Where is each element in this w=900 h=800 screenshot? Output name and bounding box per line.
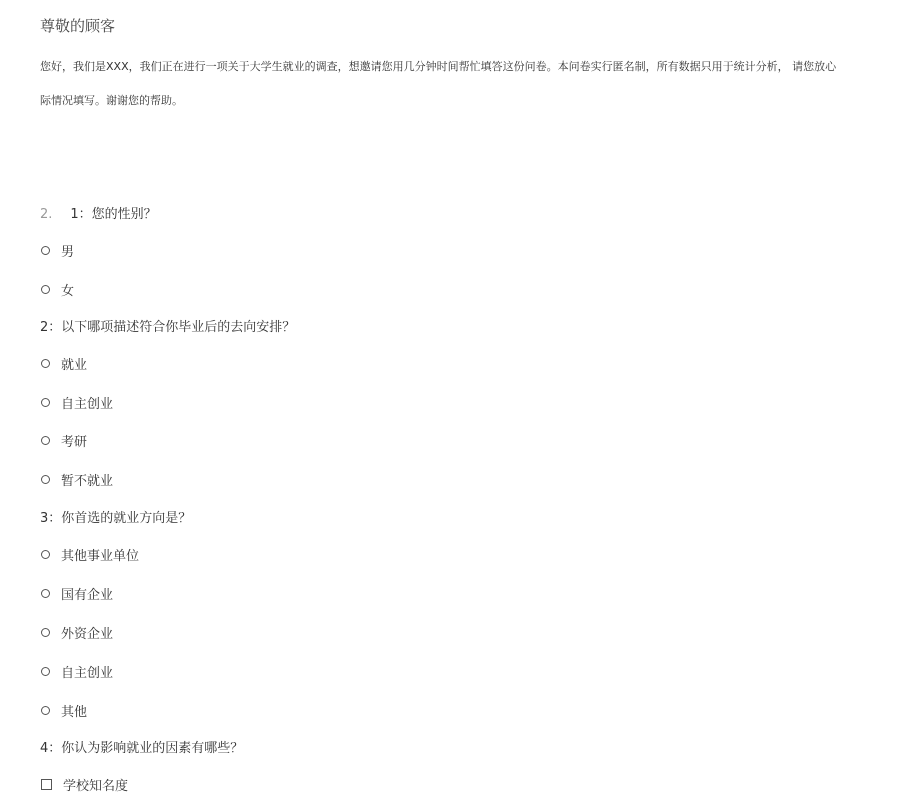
question-number: 2. (40, 207, 53, 222)
radio-button-icon[interactable] (41, 398, 50, 407)
option-label: 国有企业 (61, 587, 114, 603)
radio-button-icon[interactable] (41, 628, 50, 637)
option-label: 女 (61, 283, 75, 299)
radio-button-icon[interactable] (41, 550, 50, 559)
question-4-title: 4：你认为影响就业的因素有哪些？ (40, 741, 244, 756)
radio-button-icon[interactable] (41, 436, 50, 445)
option-label: 就业 (61, 357, 88, 373)
option-label: 考研 (61, 434, 88, 450)
checkbox-icon[interactable] (41, 779, 52, 790)
option-label: 自主创业 (61, 665, 114, 681)
option-female[interactable] (41, 279, 74, 299)
option-label: 外资企业 (61, 626, 114, 642)
option-not-employed[interactable] (41, 469, 113, 489)
option-male[interactable] (41, 240, 74, 260)
radio-button-icon[interactable] (41, 359, 50, 368)
option-label: 自主创业 (61, 396, 114, 412)
option-label: 学校知名度 (63, 778, 129, 794)
radio-button-icon[interactable] (41, 667, 50, 676)
option-label: 其他事业单位 (61, 548, 140, 564)
option-school-reputation[interactable] (41, 774, 128, 794)
radio-button-icon[interactable] (41, 475, 50, 484)
radio-button-icon[interactable] (41, 589, 50, 598)
intro-text-line-2: 际情况填写。谢谢您的帮助。 (40, 94, 183, 107)
option-other-institutions[interactable] (41, 544, 139, 564)
option-postgraduate-exam[interactable] (41, 430, 87, 450)
question-1-text: 1：您的性别？ (70, 207, 157, 222)
option-other[interactable] (41, 700, 87, 720)
greeting-heading: 尊敬的顾客 (40, 17, 116, 35)
option-label: 其他 (61, 704, 88, 720)
intro-text-line-1: 您好，我们是XXX，我们正在进行一项关于大学生就业的调查，想邀请您用几分钟时间帮忙填答这份问卷。本问卷实行匿名制，所有数据只用于统计分析， 请您放心 (40, 60, 837, 73)
question-3-title: 3：你首选的就业方向是？ (40, 511, 192, 526)
radio-button-icon[interactable] (41, 706, 50, 715)
option-self-startup[interactable] (41, 661, 113, 681)
option-label: 暂不就业 (61, 473, 114, 489)
question-2-title: 2：以下哪项描述符合你毕业后的去向安排？ (40, 320, 296, 335)
option-foreign-enterprise[interactable] (41, 622, 113, 642)
option-self-employed[interactable] (41, 392, 113, 412)
radio-button-icon[interactable] (41, 285, 50, 294)
option-employment[interactable] (41, 353, 87, 373)
radio-button-icon[interactable] (41, 246, 50, 255)
option-state-owned[interactable] (41, 583, 113, 603)
option-label: 男 (61, 244, 75, 260)
question-1-title (40, 203, 157, 222)
